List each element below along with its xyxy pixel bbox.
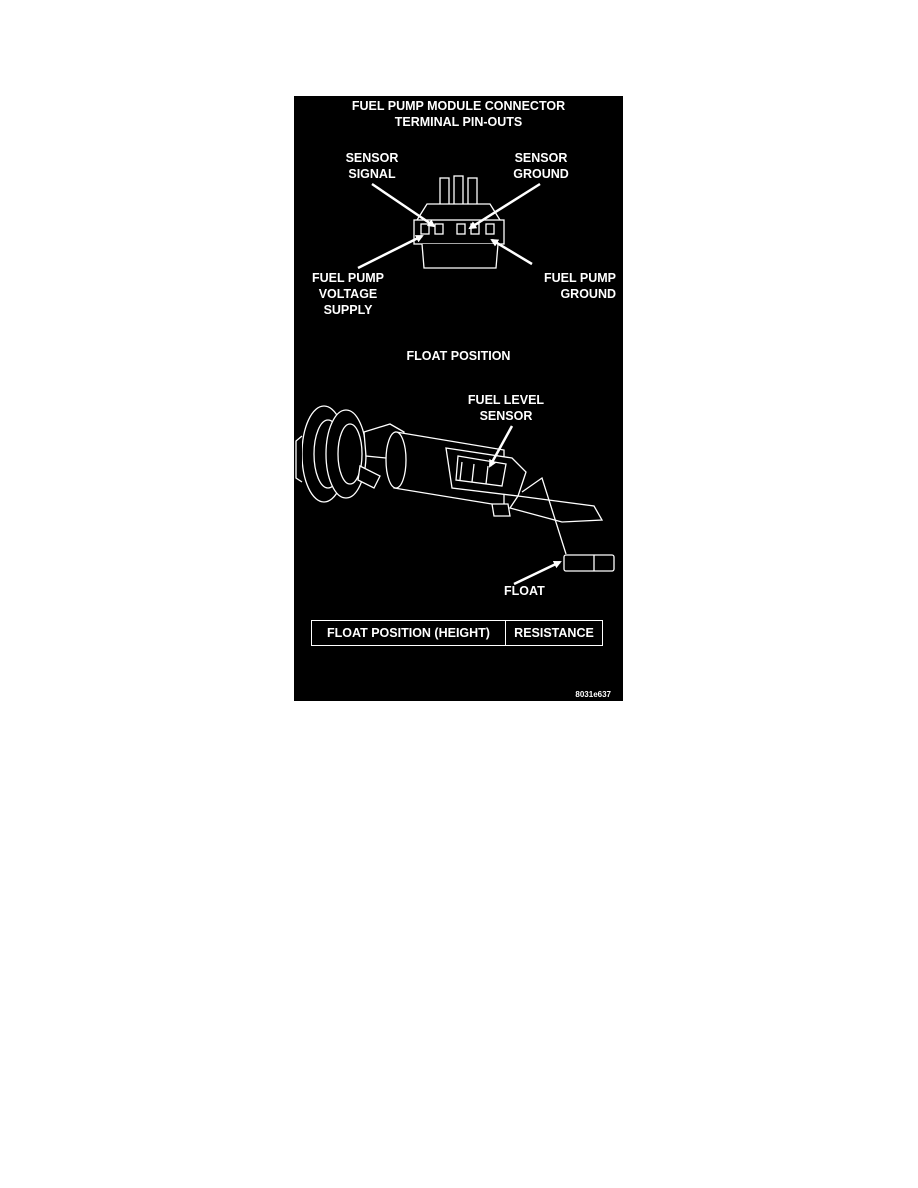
float-label: FLOAT — [504, 584, 545, 598]
float-leader — [514, 562, 560, 584]
resistance-header: RESISTANCE — [514, 626, 594, 640]
diagram-title-line1: FUEL PUMP MODULE CONNECTOR — [351, 99, 566, 113]
float-position-title: FLOAT POSITION — [406, 349, 511, 363]
fuel-pump-module-illustration — [296, 406, 614, 571]
pump-ground-label: FUEL PUMP GROUND — [544, 271, 616, 301]
diagram-title-line2: TERMINAL PIN-OUTS — [394, 115, 523, 129]
diagram-artwork — [294, 96, 623, 701]
resistance-table-header — [311, 620, 603, 646]
float-position-header: FLOAT POSITION (HEIGHT) — [312, 621, 506, 645]
sensor-ground-label: SENSOR GROUND — [513, 151, 569, 181]
sensor-signal-label: SENSOR SIGNAL — [345, 151, 399, 181]
fuel-level-sensor-label: FUEL LEVEL SENSOR — [467, 393, 545, 423]
figure-id: 8031e637 — [575, 690, 611, 699]
pump-voltage-label: FUEL PUMP VOLTAGE SUPPLY — [312, 271, 384, 317]
diagram-panel — [294, 96, 623, 701]
